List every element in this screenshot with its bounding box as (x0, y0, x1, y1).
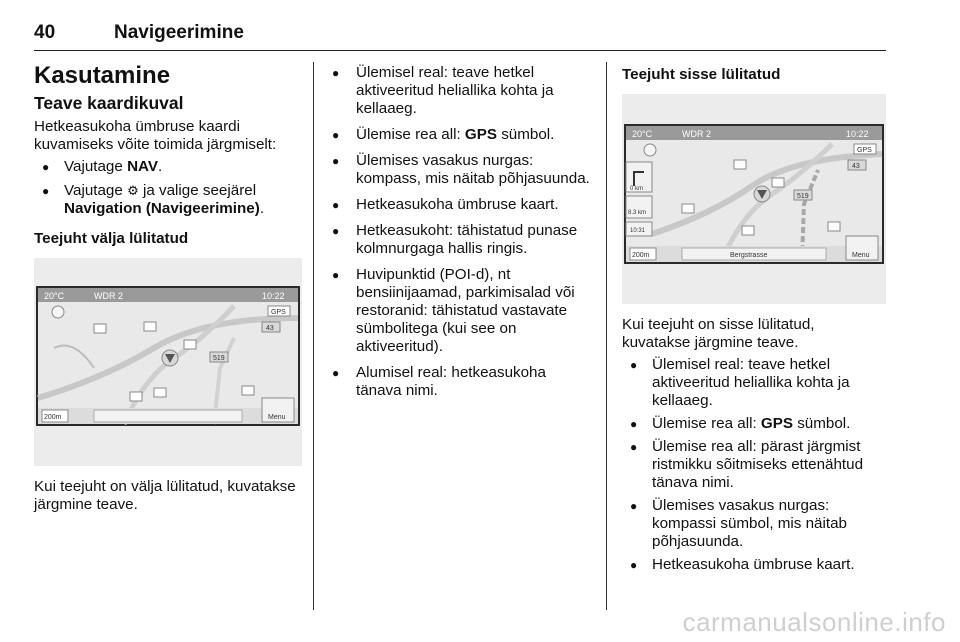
item-text: Ülemises vasakus nurgas: kompass, mis näitab põhjasuunda. (356, 152, 590, 187)
column-3 (622, 62, 886, 579)
distance-to-destination: 8.3 km (628, 210, 647, 216)
info-list (330, 64, 592, 400)
compass-icon (52, 306, 64, 318)
guidance-off-heading: Teejuht välja lülitatud (34, 230, 189, 247)
step-text-end: . (259, 200, 265, 217)
map-scale: 200m (632, 252, 650, 259)
column-divider (606, 62, 607, 610)
temperature-readout: 20°C (632, 129, 653, 139)
list-item (622, 497, 886, 551)
map-screenshot-guidance-on (622, 94, 886, 304)
item-bold: GPS (760, 415, 793, 432)
item-text: Ülemise rea all: (652, 415, 761, 432)
info-list (622, 356, 886, 574)
road-number: 519 (213, 355, 225, 362)
page-header (34, 22, 886, 51)
list-item (622, 415, 886, 433)
menu-label: Menu (268, 414, 286, 421)
item-text: Hetkeasukoha ümbruse kaart. (652, 556, 855, 573)
list-item (330, 126, 592, 144)
gps-label: GPS (857, 147, 872, 154)
compass-icon (644, 144, 656, 156)
item-text: Alumisel real: hetkeasukoha tänava nimi. (356, 364, 546, 399)
item-text: Ülemises vasakus nurgas: kompassi sümbol, mis näitab põhjasuunda. (652, 497, 847, 550)
list-item (622, 438, 886, 492)
road-number: 43 (266, 325, 274, 332)
step-text-end: . (158, 158, 163, 175)
item-text: Huvipunktid (POI-d), nt bensiinijaamad, parkimisalad või restoranid: tähistatud vastavate sümbolitega (kui see on aktiveeritud). (356, 266, 575, 355)
road-number: 43 (852, 163, 860, 170)
list-item (330, 266, 592, 356)
step-bold: Navigation (Navigeerimine) (64, 200, 260, 217)
list-item (330, 222, 592, 258)
watermark: carmanualsonline.info (682, 607, 946, 637)
item-text-end: sümbol. (496, 126, 555, 143)
column-1 (34, 62, 302, 514)
steps-list (34, 158, 302, 218)
column-2 (330, 62, 592, 408)
map-scale: 200m (44, 414, 62, 421)
arrival-time: 10:31 (630, 228, 646, 234)
menu-label: Menu (852, 252, 870, 259)
map-screenshot-guidance-off (34, 258, 302, 466)
guidance-on-heading: Teejuht sisse lülitatud (622, 66, 781, 83)
gear-icon: ⚙ (127, 183, 139, 198)
chapter-title: Navigeerimine (114, 22, 244, 43)
distance-to-turn: 0 km (630, 186, 644, 192)
item-text: Ülemisel real: teave hetkel aktiveeritud heliallika kohta ja kellaaeg. (356, 64, 554, 117)
list-item (330, 364, 592, 400)
item-text-end: sümbol. (792, 415, 851, 432)
temperature-readout: 20°C (44, 291, 65, 301)
audio-source: WDR 2 (682, 129, 711, 139)
column-divider (313, 62, 314, 610)
street-name: Bergstrasse (730, 252, 768, 259)
road-number: 519 (797, 193, 809, 200)
guidance-on-text: Kui teejuht on sisse lülitatud, kuvatakse järgmine teave. (622, 316, 815, 351)
page-number: 40 (34, 22, 56, 43)
item-text: Ülemise rea all: pärast järgmist ristmikku sõitmiseks ettenähtud tänava nimi. (652, 438, 864, 491)
list-item (330, 196, 592, 214)
item-text: Hetkeasukoha ümbruse kaart. (356, 196, 559, 213)
audio-source: WDR 2 (94, 291, 123, 301)
street-name-bar (94, 410, 242, 422)
item-text: Hetkeasukoht: tähistatud punase kolmnurgaga hallis ringis. (356, 222, 578, 257)
map-display (34, 258, 302, 466)
clock: 10:22 (846, 129, 869, 139)
step-bold: NAV (127, 158, 159, 175)
step-text: Vajutage (64, 182, 128, 199)
item-text: Ülemisel real: teave hetkel aktiveeritud heliallika kohta ja kellaaeg. (652, 356, 850, 409)
guidance-off-text: Kui teejuht on välja lülitatud, kuvatakse järgmine teave. (34, 478, 296, 513)
step-text: Vajutage (64, 158, 128, 175)
list-item (34, 158, 302, 176)
list-item (330, 152, 592, 188)
item-text: Ülemise rea all: (356, 126, 465, 143)
intro-text: Hetkeasukoha ümbruse kaardi kuvamiseks võite toimida järgmiselt: (34, 118, 277, 153)
item-bold: GPS (464, 126, 497, 143)
list-item (330, 64, 592, 118)
clock: 10:22 (262, 291, 285, 301)
gps-label: GPS (271, 309, 286, 316)
step-text-mid: ja valige seejärel (138, 182, 257, 199)
list-item (622, 356, 886, 410)
list-item (34, 182, 302, 218)
section-subtitle: Teave kaardikuval (34, 93, 184, 113)
section-title: Kasutamine (34, 62, 171, 89)
map-display (622, 94, 886, 304)
list-item (622, 556, 886, 574)
